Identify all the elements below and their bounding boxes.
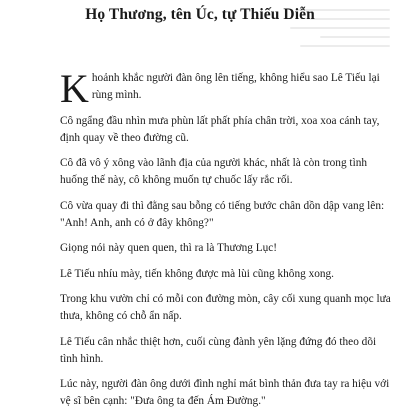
bleed-line: [290, 27, 390, 29]
paragraph: Cô ngẩng đầu nhìn mưa phùn lất phất phía chân trời, xoa xoa cánh tay, định quay về theo đường cũ.: [60, 114, 380, 144]
paragraph-text: hoảnh khắc người đàn ông lên tiếng, không hiểu sao Lê Tiếu lại rùng mình.: [91, 72, 380, 101]
paragraph: Giọng nói này quen quen, thì ra là Thương Lục!: [60, 242, 278, 254]
paragraph: [60, 66, 392, 111]
paragraph: Trong khu vườn chỉ có mỗi con đường mòn, cây cối xung quanh mọc lưa thưa, không có chỗ ẩn nấp.: [60, 293, 391, 322]
bleed-line: [320, 36, 390, 38]
paragraph: Lê Tiếu nhíu mày, tiến không được mà lùi cũng không xong.: [60, 267, 334, 280]
chapter-body: [60, 66, 392, 419]
bleed-line: [300, 45, 390, 47]
paragraph: Cô đã vô ý xông vào lãnh địa của người khác, nhất là còn trong tình huống thế này, cô không muốn tự chuốc lấy rắc rối.: [60, 157, 368, 186]
drop-cap: K: [60, 66, 89, 111]
paragraph: Cô vừa quay đi thì đằng sau bỗng có tiếng bước chân dồn dập vang lên: "Anh! Anh, anh có ở đây không?": [60, 199, 385, 229]
paragraph: Lê Tiếu cân nhắc thiệt hơn, cuối cùng đành yên lặng đứng đó theo dõi tình hình.: [60, 335, 377, 365]
paragraph: Lúc này, người đàn ông dưới đình nghỉ mát bình thản đưa tay ra hiệu với vệ sĩ bên cạnh: "Đưa ông ta đến Ám Đường.": [60, 378, 390, 407]
chapter-title: Họ Thương, tên Úc, tự Thiếu Diễn: [85, 6, 315, 23]
